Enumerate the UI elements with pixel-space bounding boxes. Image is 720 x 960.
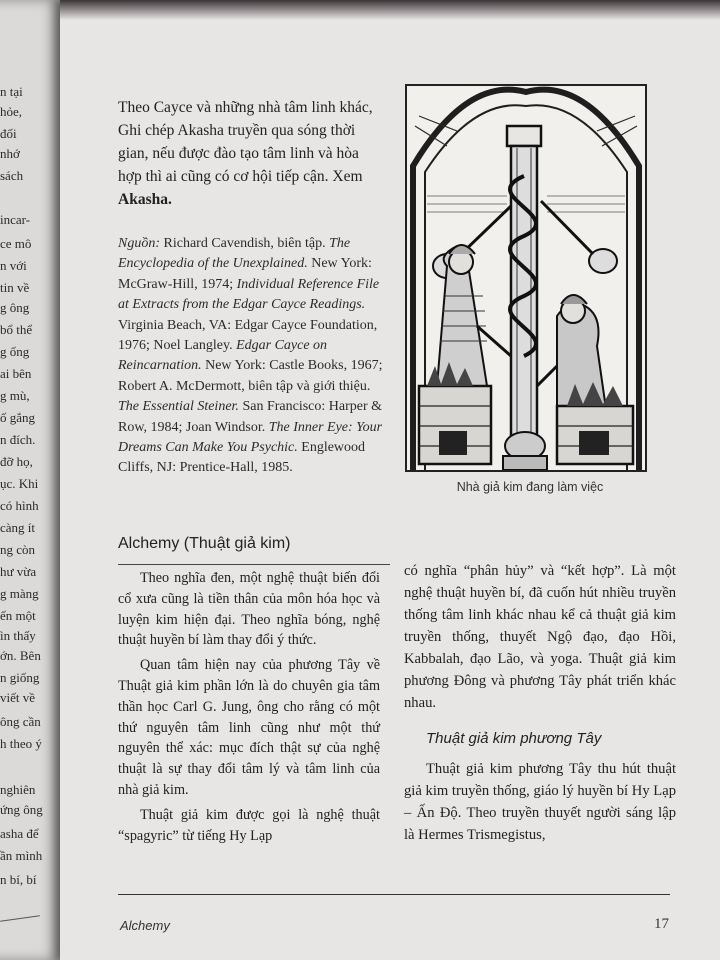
left-page-fragment: ến một — [0, 608, 36, 623]
source-part: The Encyclopedia of the Unexplained. — [118, 236, 351, 272]
left-page-fragment: có hình — [0, 498, 39, 513]
running-head: Alchemy — [120, 918, 170, 933]
left-page-fragment: ần mình — [0, 848, 43, 863]
source-part: Virginia Beach, VA: Edgar Cayce Foundation, 1976; Noel Langley. — [118, 317, 378, 354]
page-top-shadow — [60, 0, 720, 20]
see-also-link: Akasha. — [118, 191, 172, 208]
left-page-fragment: ìn thấy — [0, 628, 36, 643]
intro-text: Theo Cayce và những nhà tâm linh khác, Ghi chép Akasha truyền qua sóng thời gian, nếu được đào tạo tâm linh và hòa hợp thì ai cũng có cơ hội tiếp cận. Xem — [118, 99, 373, 185]
page-number: 17 — [654, 916, 669, 932]
sources-block — [118, 234, 384, 479]
left-page-fragment: ng còn — [0, 542, 36, 557]
source-part: Edgar Cayce on Reincarnation. — [118, 338, 328, 374]
source-part: The Essential Steiner. — [118, 399, 239, 415]
left-page-fragment: ố gắng — [0, 410, 36, 425]
source-part: San Francisco: Harper & Row, 1984; Joan Windsor. — [118, 399, 383, 435]
left-page-fragment: ce mô — [0, 236, 32, 251]
subheading: Thuật giả kim phương Tây — [426, 730, 602, 747]
left-page-fragment: n giống — [0, 670, 40, 685]
sources-label: Nguồn: — [118, 236, 160, 251]
paragraph-2: Quan tâm hiện nay của phương Tây về Thuật giả kim phần lớn là do chuyên gia tâm thần học Carl G. Jung, ông cho rằng có một thứ nguyên tâm linh cũng như một thứ nguyên thể xác: mục đích thật sự của nghệ thuật là sự thay đổi tâm lý và tâm linh của nhà giả kim. — [118, 657, 380, 798]
continued-paragraph: có nghĩa “phân hủy” và “kết hợp”. Là một nghệ thuật huyền bí, đã cuốn hút nhiều truyền thống tâm linh khác nhau kể cả thuật giả kim truyền thống, thuyết Ngộ đạo, đạo Hồi, Kabbalah, đạo Lão, và yoga. Thuật giả kim phương Đông và phương Tây phát triển khác nhau. — [404, 563, 676, 711]
left-page-fragment: g mù, — [0, 388, 30, 403]
figure-caption: Nhà giả kim đang làm việc — [456, 480, 604, 494]
left-page-fragment: nghiên — [0, 782, 36, 797]
left-page-fragment: ứng ông — [0, 802, 43, 817]
left-page-fragment: g màng — [0, 586, 39, 601]
paragraph-1: Theo nghĩa đen, một nghệ thuật biến đổi cổ xưa cũng là tiền thân của môn hóa học và luyện kim hiện đại. Theo nghĩa bóng, nghệ thuật huyền bí làm thay đổi ý thức. — [118, 570, 380, 649]
right-column — [404, 560, 676, 846]
left-facing-page — [0, 0, 60, 960]
left-page-fragment: hư vừa — [0, 564, 37, 579]
section-rule — [118, 564, 390, 565]
left-page-fragment: đỡ họ, — [0, 454, 33, 469]
source-part: New York: Castle Books, 1967; Robert A. McDermott, biên tập và giới thiệu. — [118, 358, 383, 394]
source-part: Englewood Cliffs, NJ: Prentice-Hall, 1985. — [118, 440, 366, 476]
woodcut-illustration — [407, 86, 645, 470]
source-part: New York: McGraw-Hill, 1974; — [118, 256, 372, 292]
left-page-fragment: ông cần — [0, 714, 41, 729]
left-page-fragment: n bí, bí — [0, 872, 37, 887]
source-part: The Inner Eye: Your Dreams Can Make You Psychic. — [118, 419, 383, 456]
left-page-fragment: n tại — [0, 84, 23, 99]
source-part: Individual Reference File at Extracts from the Edgar Cayce Readings. — [118, 276, 380, 313]
left-page-fragment: n với — [0, 258, 27, 273]
left-page-fragment: ục. Khi — [0, 476, 39, 491]
left-page-fragment: g ông — [0, 300, 30, 315]
left-page-fragment: incar- — [0, 212, 31, 227]
left-page-fragment: càng ít — [0, 520, 36, 535]
left-page-fragment: ai bên — [0, 366, 32, 381]
left-page-fragment: sách — [0, 168, 24, 183]
source-part: Richard Cavendish, biên tập. — [160, 236, 330, 251]
left-page-fragment: đối — [0, 126, 17, 141]
left-column — [118, 568, 380, 846]
section-title: Alchemy (Thuật giả kim) — [118, 535, 291, 552]
left-page-fragment: h theo ý — [0, 736, 42, 751]
left-page-fragment: tin về — [0, 280, 30, 295]
left-page-fragment: viết về — [0, 690, 36, 705]
left-page-fragment: bổ thể — [0, 322, 33, 337]
book-page — [60, 0, 720, 960]
intro-paragraph — [118, 96, 383, 211]
alchemist-woodcut-image — [405, 84, 647, 472]
left-page-fragment: hỏe, — [0, 104, 23, 119]
left-page-rule — [0, 915, 40, 922]
left-page-fragment: nhớ — [0, 146, 20, 161]
footer-rule — [118, 894, 670, 895]
left-page-fragment: n đích. — [0, 432, 36, 447]
sub-paragraph: Thuật giả kim phương Tây thu hút thuật giả kim truyền thống, giáo lý huyền bí Hy Lạp – Ấn Độ. Theo truyền thuyết người sáng lập là Hermes Trismegistus, — [404, 761, 676, 843]
left-page-fragment: ớn. Bên — [0, 648, 41, 663]
left-page-fragment: asha để — [0, 826, 39, 841]
paragraph-3: Thuật giả kim được gọi là nghệ thuật “spagyric” từ tiếng Hy Lạp — [118, 806, 380, 844]
left-page-fragment: g ống — [0, 344, 30, 359]
